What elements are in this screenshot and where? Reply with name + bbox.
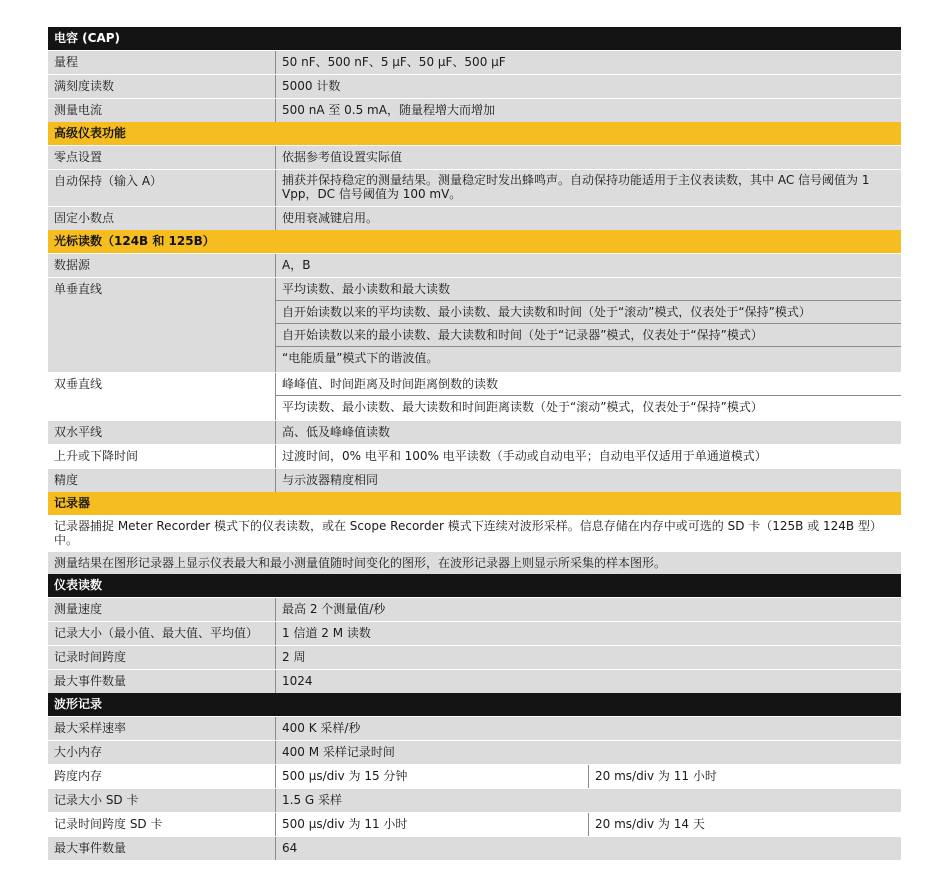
table-row xyxy=(48,169,901,206)
row-value: 50 nF、500 nF、5 µF、50 µF、500 µF xyxy=(282,55,506,69)
row-label: 记录大小（最小值、最大值、平均值） xyxy=(48,622,276,645)
row-label: 双垂直线 xyxy=(48,373,276,420)
recorder-description: 记录器捕捉 Meter Recorder 模式下的仪表读数，或在 Scope Recorder 模式下连续对波形采样。信息存储在内存中或可选的 SD 卡（125B 或 124B 型）中。 xyxy=(48,515,901,551)
row-value: 400 K 采样/秒 xyxy=(282,721,361,735)
row-label: 自动保持（输入 A） xyxy=(48,170,276,206)
row-value: 依据参考值设置实际值 xyxy=(282,150,403,164)
table-row xyxy=(48,764,901,788)
row-value: 64 xyxy=(282,841,298,855)
row-value: 自开始读数以来的平均读数、最小读数、最大读数和时间（处于“滚动”模式，仪表处于“保持”模式） xyxy=(276,301,901,324)
row-label: 测量速度 xyxy=(48,598,276,621)
row-label: 精度 xyxy=(48,469,276,492)
row-value: 500 µs/div 为 11 小时 xyxy=(282,817,408,831)
row-value: 20 ms/div 为 14 天 xyxy=(588,813,901,836)
row-value: 使用衰减键启用。 xyxy=(282,211,379,225)
row-value-list xyxy=(276,278,901,372)
row-value-list xyxy=(276,373,901,420)
row-value: 500 µs/div 为 15 分钟 xyxy=(282,769,408,783)
row-value: 自开始读数以来的最小读数、最大读数和时间（处于“记录器”模式，仪表处于“保持”模式） xyxy=(276,324,901,347)
row-label: 最大事件数量 xyxy=(48,837,276,860)
row-label: 双水平线 xyxy=(48,421,276,444)
section-header-waveform-record: 波形记录 xyxy=(48,693,901,716)
table-row xyxy=(48,812,901,836)
row-label: 满刻度读数 xyxy=(48,75,276,98)
row-label: 大小内存 xyxy=(48,741,276,764)
table-row xyxy=(48,372,901,420)
row-label: 最大采样速率 xyxy=(48,717,276,740)
table-row xyxy=(48,206,901,230)
section-header-capacitance: 电容 (CAP) xyxy=(48,27,901,50)
table-row xyxy=(48,468,901,492)
recorder-note: 测量结果在图形记录器上显示仪表最大和最小测量值随时间变化的图形，在波形记录器上则显示所采集的样本图形。 xyxy=(48,551,901,574)
row-label: 跨度内存 xyxy=(48,765,276,788)
row-value: 1 信道 2 M 读数 xyxy=(282,626,371,640)
row-label: 单垂直线 xyxy=(48,278,276,372)
row-value-split xyxy=(276,765,901,788)
row-label: 固定小数点 xyxy=(48,207,276,230)
row-value: 平均读数、最小读数、最大读数和时间距离读数（处于“滚动”模式，仪表处于“保持”模式） xyxy=(282,400,763,414)
table-row xyxy=(48,74,901,98)
table-row xyxy=(48,621,901,645)
table-row xyxy=(48,444,901,468)
table-row xyxy=(48,145,901,169)
row-label: 最大事件数量 xyxy=(48,670,276,693)
table-row xyxy=(48,788,901,812)
row-value: A，B xyxy=(282,258,311,272)
row-value: “电能质量”模式下的谐波值。 xyxy=(282,351,439,365)
row-value: 1024 xyxy=(282,674,313,688)
row-value: 与示波器精度相同 xyxy=(282,473,379,487)
row-label: 上升或下降时间 xyxy=(48,445,276,468)
row-label: 测量电流 xyxy=(48,99,276,122)
row-value: 5000 计数 xyxy=(282,79,341,93)
row-value: 峰峰值、时间距离及时间距离倒数的读数 xyxy=(276,373,901,396)
table-row xyxy=(48,50,901,74)
section-header-meter-readout: 仪表读数 xyxy=(48,574,901,597)
row-value: 捕获并保持稳定的测量结果。测量稳定时发出蜂鸣声。自动保持功能适用于主仪表读数，其中 AC 信号阈值为 1 Vpp，DC 信号阈值为 100 mV。 xyxy=(282,173,870,201)
row-value: 2 周 xyxy=(282,650,306,664)
row-label: 数据源 xyxy=(48,254,276,277)
row-value: 20 ms/div 为 11 小时 xyxy=(588,765,901,788)
table-row xyxy=(48,740,901,764)
row-value: 1.5 G 采样 xyxy=(282,793,343,807)
row-label: 记录时间跨度 SD 卡 xyxy=(48,813,276,836)
section-header-recorder: 记录器 xyxy=(48,492,901,515)
table-row xyxy=(48,645,901,669)
row-value: 高、低及峰峰值读数 xyxy=(282,425,391,439)
table-row xyxy=(48,277,901,372)
table-row xyxy=(48,98,901,122)
row-value: 400 M 采样记录时间 xyxy=(282,745,395,759)
table-row xyxy=(48,669,901,693)
table-row xyxy=(48,836,901,860)
section-header-advanced-functions: 高级仪表功能 xyxy=(48,122,901,145)
row-label: 量程 xyxy=(48,51,276,74)
row-label: 记录大小 SD 卡 xyxy=(48,789,276,812)
row-value: 过渡时间，0% 电平和 100% 电平读数（手动或自动电平；自动电平仅适用于单通道模式） xyxy=(282,449,767,463)
table-row xyxy=(48,716,901,740)
row-value-split xyxy=(276,813,901,836)
table-row xyxy=(48,597,901,621)
section-header-cursor-readout: 光标读数（124B 和 125B） xyxy=(48,230,901,253)
table-row xyxy=(48,420,901,444)
table-row xyxy=(48,253,901,277)
row-value: 平均读数、最小读数和最大读数 xyxy=(276,278,901,301)
row-label: 零点设置 xyxy=(48,146,276,169)
spec-table xyxy=(48,27,901,860)
row-label: 记录时间跨度 xyxy=(48,646,276,669)
row-value: 最高 2 个测量值/秒 xyxy=(282,602,386,616)
row-value: 500 nA 至 0.5 mA，随量程增大而增加 xyxy=(282,103,495,117)
